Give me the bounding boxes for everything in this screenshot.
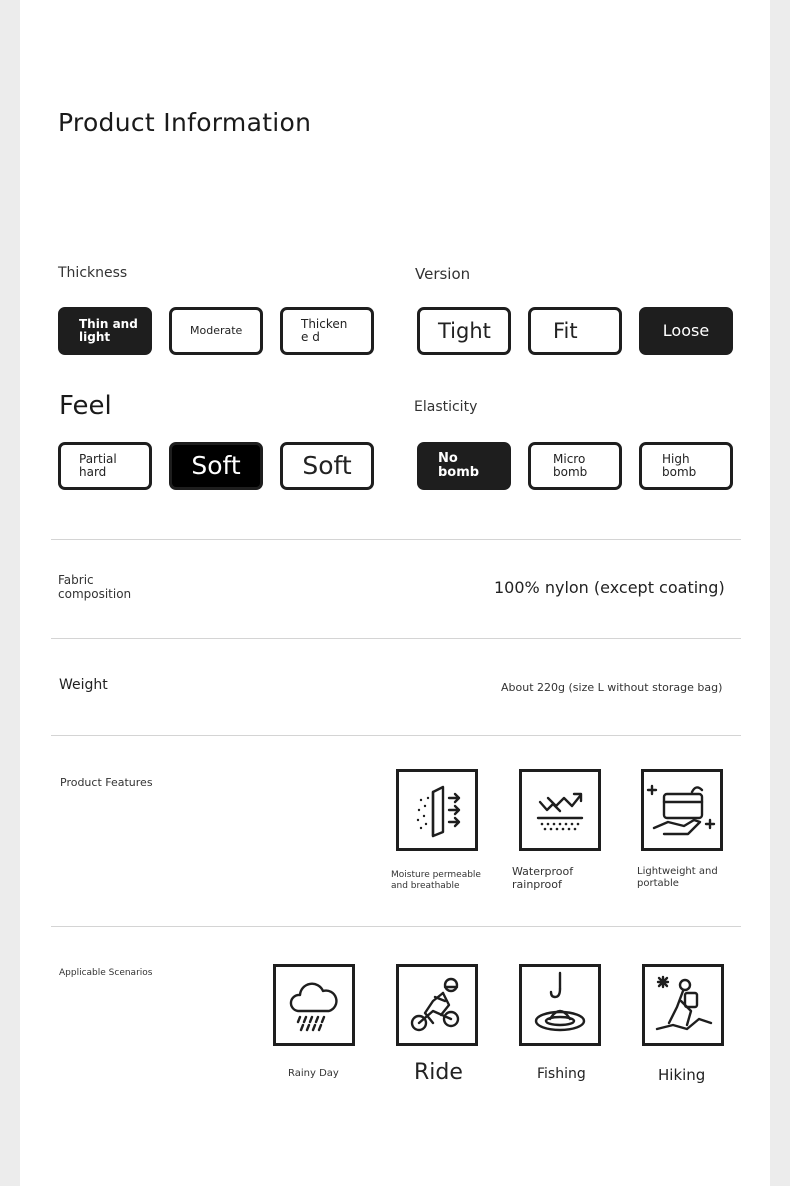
- breathable-icon: [396, 769, 478, 851]
- feel-option-partial-hard: [58, 442, 152, 490]
- thickness-option-moderate-label: Moderate: [190, 324, 243, 338]
- scenario-caption-rainy: Rainy Day: [288, 1068, 339, 1079]
- version-option-fit-label: Fit: [553, 318, 578, 343]
- elasticity-option-no-bomb-label: No bomb: [438, 451, 480, 480]
- feel-option-soft: [280, 442, 374, 490]
- thickness-option-moderate: [169, 307, 263, 355]
- fabric-value: 100% nylon (except coating): [494, 578, 725, 597]
- weight-value: About 220g (size L without storage bag): [501, 681, 723, 694]
- feel-option-soft-selected-label: Soft: [191, 450, 241, 480]
- cyclist-icon: [396, 964, 478, 1046]
- page-title: Product Information: [58, 108, 312, 137]
- scenario-caption-ride: Ride: [414, 1060, 463, 1085]
- divider: [51, 539, 741, 540]
- version-option-fit: [528, 307, 622, 355]
- thickness-option-thin-label: Thin and light: [79, 317, 138, 344]
- elasticity-label: Elasticity: [414, 399, 478, 415]
- lightweight-icon: [641, 769, 723, 851]
- version-option-loose-label: Loose: [662, 320, 710, 340]
- product-info-page: [20, 0, 770, 1186]
- feel-label: Feel: [59, 391, 112, 421]
- elasticity-option-micro-bomb: [528, 442, 622, 490]
- feel-option-soft-label: Soft: [302, 450, 352, 480]
- feel-option-soft-selected: [169, 442, 263, 490]
- fishing-icon: [519, 964, 601, 1046]
- elasticity-option-high-bomb: [639, 442, 733, 490]
- scenarios-label: Applicable Scenarios: [59, 968, 153, 978]
- feature-caption-waterproof: Waterproof rainproof: [512, 865, 574, 892]
- version-option-loose: [639, 307, 733, 355]
- thickness-option-thickened-label: Thickene d: [301, 317, 348, 344]
- feature-caption-lightweight: Lightweight and portable: [637, 866, 718, 889]
- fabric-label: Fabric composition: [58, 573, 132, 602]
- rain-cloud-icon: [273, 964, 355, 1046]
- thickness-option-thickened: [280, 307, 374, 355]
- hiker-icon: [642, 964, 724, 1046]
- version-label: Version: [415, 265, 471, 283]
- thickness-label: Thickness: [58, 265, 128, 281]
- divider: [51, 735, 741, 736]
- thickness-option-thin: [58, 307, 152, 355]
- scenario-caption-fishing: Fishing: [537, 1066, 586, 1082]
- elasticity-option-no-bomb: [417, 442, 511, 490]
- features-label: Product Features: [60, 776, 153, 789]
- divider: [51, 926, 741, 927]
- version-option-tight: [417, 307, 511, 355]
- version-option-tight-label: Tight: [438, 318, 491, 343]
- feature-caption-breathable: Moisture permeable and breathable: [391, 870, 481, 891]
- scenario-caption-hiking: Hiking: [658, 1066, 706, 1084]
- divider: [51, 638, 741, 639]
- elasticity-option-micro-bomb-label: Micro bomb: [553, 452, 588, 479]
- elasticity-option-high-bomb-label: High bomb: [662, 452, 697, 479]
- feel-option-partial-hard-label: Partial hard: [79, 452, 117, 479]
- waterproof-icon: [519, 769, 601, 851]
- weight-label: Weight: [59, 677, 108, 693]
